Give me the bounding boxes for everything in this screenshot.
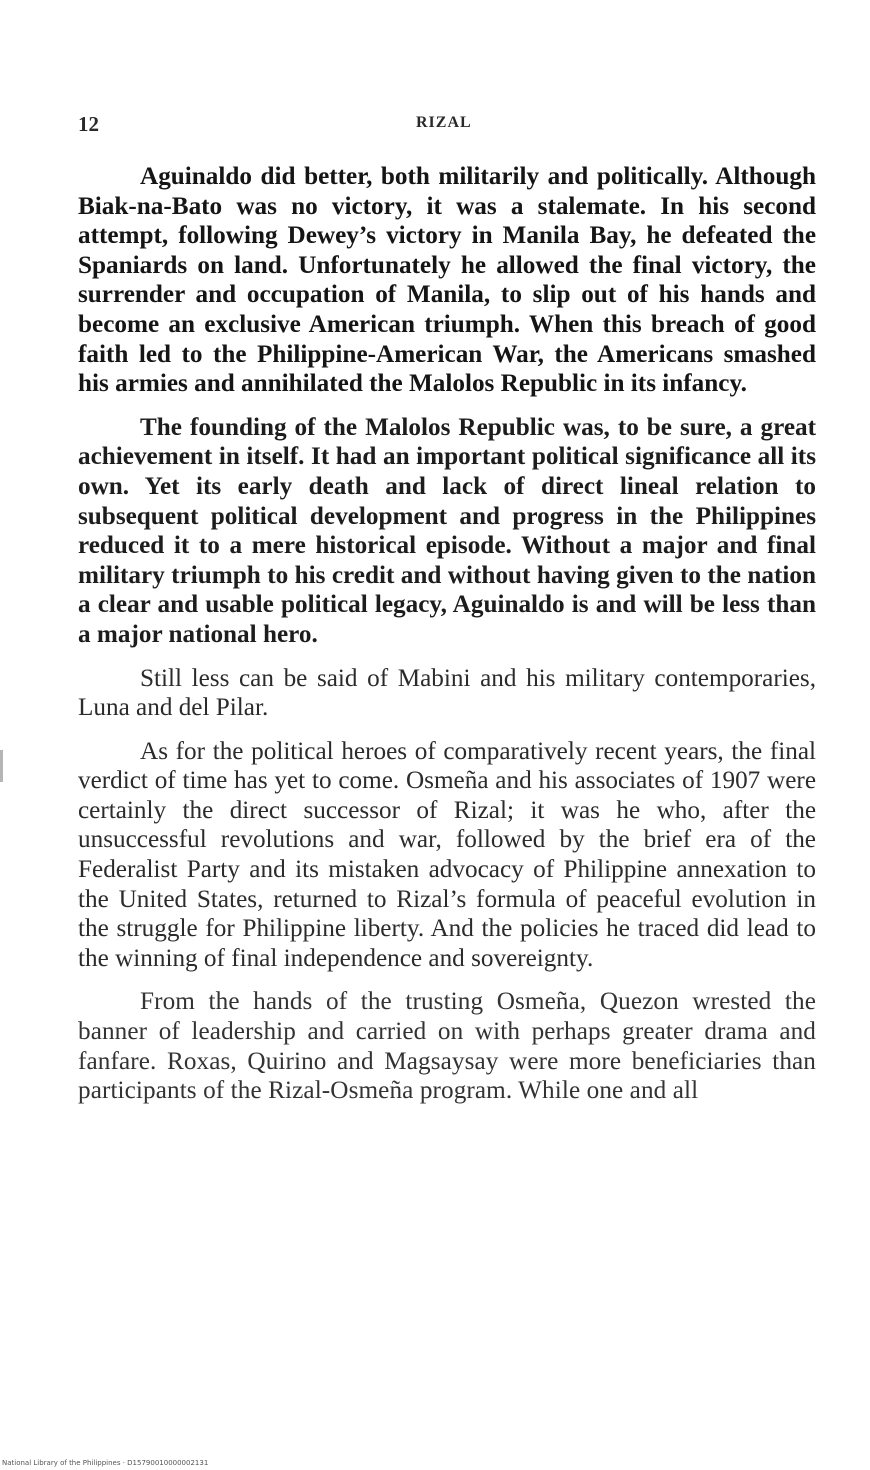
paragraph-malolos-republic: The founding of the Malolos Republic was, to be sure, a great achievement in itself. It had an important political significance all its own. Yet its early death and lack of direct lineal relation to subsequent political development and progress in the Philippines reduced it to a mere historical episode. Without a major and final military triumph to his credit and without having given to the nation a clear and usable political legacy, Aguinaldo is and will be less than a major national hero. bbox=[78, 413, 816, 648]
paragraph-osmena: As for the political heroes of comparatively recent years, the final verdict of time has yet to come. Osmeña and his associates of 1907 were certainly the direct successor of Rizal; it was he who, after the unsuccessful revolutions and war, followed by the brief era of the Federalist Party and its mistaken advocacy of Philippine annexation to the United States, returned to Rizal’s formula of peaceful evolution in the struggle for Philippine liberty. And the policies he traced did lead to the winning of final independence and sovereignty. bbox=[78, 737, 816, 972]
scan-edge-mark bbox=[0, 750, 3, 782]
page-number: 12 bbox=[78, 112, 99, 136]
paragraph-quezon: From the hands of the trusting Osmeña, Quezon wrested the banner of leadership and carried on with perhaps greater drama and fanfare. Roxas, Quirino and Magsaysay were more beneficiaries than participants of the Rizal-Osmeña program. While one and all bbox=[78, 988, 816, 1105]
paragraph-mabini: Still less can be said of Mabini and his military contemporaries, Luna and del Pilar. bbox=[78, 664, 816, 722]
paragraph-aguinaldo: Aguinaldo did better, both militarily and politically. Although Biak-na-Bato was no victory, it was a stalemate. In his second attempt, following Dewey’s victory in Manila Bay, he defeated the Spaniards on land. Unfortunately he allowed the final victory, the surrender and occupation of Manila, to slip out of his hands and become an exclusive American triumph. When this breach of good faith led to the Philippine-American War, the Americans smashed his armies and annihilated the Malolos Republic in its infancy. bbox=[78, 163, 816, 398]
body-text bbox=[78, 162, 816, 1120]
running-title: RIZAL bbox=[416, 114, 472, 131]
source-caption: National Library of the Philippines · D15790010000002131 bbox=[2, 1459, 209, 1467]
page-header bbox=[0, 112, 870, 142]
